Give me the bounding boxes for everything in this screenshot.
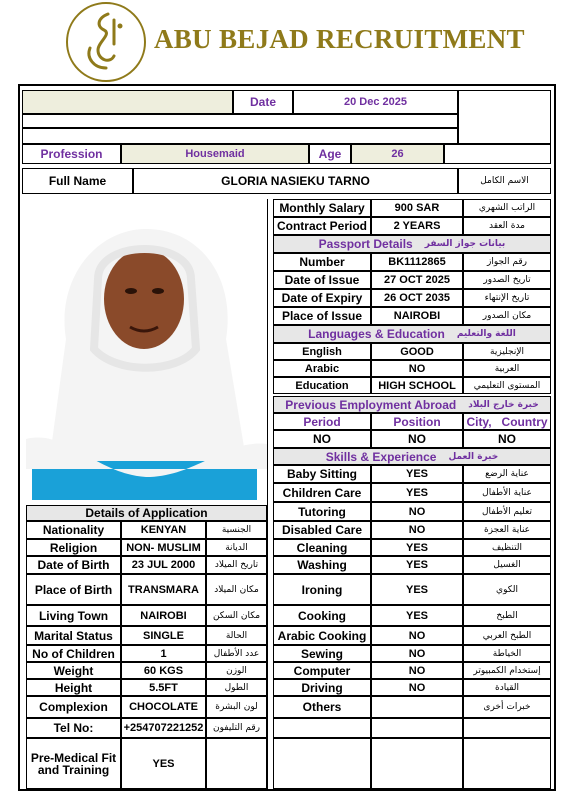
employment-country: NO	[463, 430, 551, 448]
detail-value: TRANSMARA	[121, 574, 206, 605]
profession-value: Housemaid	[121, 144, 309, 164]
skill-label: Arabic Cooking	[273, 626, 371, 645]
skill-label: Cooking	[273, 605, 371, 626]
skill-ar: التنظيف	[463, 539, 551, 556]
details-title: Details of Application	[26, 505, 267, 521]
full-name-ar: الاسم الكامل	[458, 168, 551, 194]
full-name-value: GLORIA NASIEKU TARNO	[133, 168, 458, 194]
detail-ar: الحالة	[206, 626, 267, 645]
calligraphy-logo-icon	[68, 4, 144, 80]
skill-label: Ironing	[273, 574, 371, 605]
salary-label-ar: مدة العقد	[463, 217, 551, 235]
passport-row-label: Date of Expiry	[273, 289, 371, 307]
skill-value: YES	[371, 465, 463, 483]
detail-label: Nationality	[26, 521, 121, 539]
skill-value: NO	[371, 645, 463, 662]
skill-label: Children Care	[273, 483, 371, 502]
company-logo	[66, 2, 146, 82]
salary-label-ar: الراتب الشهري	[463, 199, 551, 217]
passport-title-ar: بيانات جواز السفر	[424, 239, 506, 249]
detail-value: +254707221252	[121, 718, 206, 738]
detail-label: Height	[26, 679, 121, 696]
passport-row-ar: تاريخ الإنتهاء	[463, 289, 551, 307]
top-corner-box	[458, 90, 551, 144]
detail-label: Living Town	[26, 605, 121, 626]
employment-col-position: Position	[371, 413, 463, 430]
skill-ar: تعليم الأطفال	[463, 502, 551, 521]
detail-ar: لون البشرة	[206, 696, 267, 718]
skill-empty	[463, 738, 551, 789]
employment-position: NO	[371, 430, 463, 448]
age-label: Age	[309, 144, 351, 164]
detail-value: 5.5FT	[121, 679, 206, 696]
salary-value: 900 SAR	[371, 199, 463, 217]
profession-label: Profession	[22, 144, 121, 164]
skill-value: NO	[371, 521, 463, 539]
skill-label: Others	[273, 696, 371, 718]
passport-row-ar: رقم الجواز	[463, 253, 551, 271]
passport-row-ar: مكان الصدور	[463, 307, 551, 325]
detail-value: KENYAN	[121, 521, 206, 539]
detail-ar: عدد الأطفال	[206, 645, 267, 662]
skill-value: NO	[371, 662, 463, 679]
top-blank-3	[22, 128, 458, 144]
passport-row-value: 26 OCT 2035	[371, 289, 463, 307]
skill-value: YES	[371, 556, 463, 574]
detail-label: Tel No:	[26, 718, 121, 738]
employment-col-country: City, Country	[463, 413, 551, 430]
skill-label: Sewing	[273, 645, 371, 662]
detail-label: Date of Birth	[26, 556, 121, 574]
skill-empty	[371, 738, 463, 789]
skill-ar: الطبخ العربي	[463, 626, 551, 645]
skills-title-bar	[273, 448, 551, 465]
language-row-label: English	[273, 343, 371, 360]
detail-label: Weight	[26, 662, 121, 679]
date-label: Date	[233, 90, 293, 114]
passport-row-value: BK1112865	[371, 253, 463, 271]
employment-title: Previous Employment Abroad	[285, 397, 457, 412]
age-blank	[444, 144, 551, 164]
detail-value: NON- MUSLIM	[121, 539, 206, 556]
passport-row-label: Date of Issue	[273, 271, 371, 289]
date-value: 20 Dec 2025	[293, 90, 458, 114]
detail-value: 1	[121, 645, 206, 662]
detail-label: Complexion	[26, 696, 121, 718]
passport-row-value: 27 OCT 2025	[371, 271, 463, 289]
skill-ar: خبرات أخرى	[463, 696, 551, 718]
language-row-ar: العربية	[463, 360, 551, 377]
skill-label: Driving	[273, 679, 371, 696]
skill-ar: عناية العجزة	[463, 521, 551, 539]
skill-value	[371, 696, 463, 718]
passport-row-ar: تاريخ الصدور	[463, 271, 551, 289]
languages-title-bar	[273, 325, 551, 343]
skill-label: Tutoring	[273, 502, 371, 521]
passport-row-label: Number	[273, 253, 371, 271]
skill-value: YES	[371, 539, 463, 556]
candidate-photo	[26, 199, 267, 500]
detail-ar: مكان السكن	[206, 605, 267, 626]
skill-value: YES	[371, 483, 463, 502]
detail-value: YES	[121, 738, 206, 789]
skill-ar: عناية الأطفال	[463, 483, 551, 502]
detail-label: Religion	[26, 539, 121, 556]
salary-value: 2 YEARS	[371, 217, 463, 235]
skills-title-ar: خبرة العمل	[448, 451, 499, 462]
languages-title-ar: اللغة والتعليم	[456, 329, 516, 339]
column-divider	[267, 199, 268, 789]
skill-label: Computer	[273, 662, 371, 679]
skill-empty	[371, 718, 463, 738]
passport-title: Passport Details	[318, 237, 413, 251]
skill-ar: الغسيل	[463, 556, 551, 574]
detail-ar: الديانة	[206, 539, 267, 556]
language-row-label: Education	[273, 377, 371, 394]
detail-ar	[206, 738, 267, 789]
skill-label: Cleaning	[273, 539, 371, 556]
skill-ar: الكوي	[463, 574, 551, 605]
top-blank-1	[22, 90, 233, 114]
detail-ar: الطول	[206, 679, 267, 696]
company-name: ABU BEJAD RECRUITMENT	[154, 24, 525, 54]
language-row-value: NO	[371, 360, 463, 377]
skill-value: YES	[371, 605, 463, 626]
skills-title: Skills & Experience	[325, 449, 437, 464]
detail-ar: رقم التليفون	[206, 718, 267, 738]
salary-label: Monthly Salary	[273, 199, 371, 217]
detail-value: 60 KGS	[121, 662, 206, 679]
skill-value: YES	[371, 574, 463, 605]
skill-label: Baby Sitting	[273, 465, 371, 483]
skill-ar: إستخدام الكمبيوتر	[463, 662, 551, 679]
skill-value: NO	[371, 626, 463, 645]
skill-empty	[463, 718, 551, 738]
salary-label: Contract Period	[273, 217, 371, 235]
detail-value: CHOCOLATE	[121, 696, 206, 718]
detail-ar: تاريخ الميلاد	[206, 556, 267, 574]
employment-period: NO	[273, 430, 371, 448]
skill-empty	[273, 738, 371, 789]
detail-value: SINGLE	[121, 626, 206, 645]
detail-value: 23 JUL 2000	[121, 556, 206, 574]
employment-title-bar	[273, 396, 551, 413]
skill-ar: القيادة	[463, 679, 551, 696]
detail-ar: مكان الميلاد	[206, 574, 267, 605]
language-row-value: HIGH SCHOOL	[371, 377, 463, 394]
detail-ar: الجنسية	[206, 521, 267, 539]
passport-row-label: Place of Issue	[273, 307, 371, 325]
detail-value: NAIROBI	[121, 605, 206, 626]
detail-label: Pre-Medical Fit and Training	[26, 738, 121, 789]
full-name-label: Full Name	[22, 168, 133, 194]
language-row-ar: الإنجليزية	[463, 343, 551, 360]
language-row-ar: المستوى التعليمي	[463, 377, 551, 394]
language-row-value: GOOD	[371, 343, 463, 360]
employment-title-ar: خبرة خارج البلاد	[468, 399, 539, 410]
skill-empty	[273, 718, 371, 738]
language-row-label: Arabic	[273, 360, 371, 377]
passport-row-value: NAIROBI	[371, 307, 463, 325]
detail-ar: الوزن	[206, 662, 267, 679]
detail-label: No of Children	[26, 645, 121, 662]
detail-label: Place of Birth	[26, 574, 121, 605]
skill-value: NO	[371, 679, 463, 696]
passport-title-bar	[273, 235, 551, 253]
skill-ar: الخياطة	[463, 645, 551, 662]
age-value: 26	[351, 144, 444, 164]
skill-ar: عناية الرضع	[463, 465, 551, 483]
languages-title: Languages & Education	[308, 327, 445, 341]
skill-label: Disabled Care	[273, 521, 371, 539]
skill-ar: الطبخ	[463, 605, 551, 626]
skill-value: NO	[371, 502, 463, 521]
detail-label: Marital Status	[26, 626, 121, 645]
skill-label: Washing	[273, 556, 371, 574]
employment-col-period: Period	[273, 413, 371, 430]
top-blank-2	[22, 114, 458, 128]
